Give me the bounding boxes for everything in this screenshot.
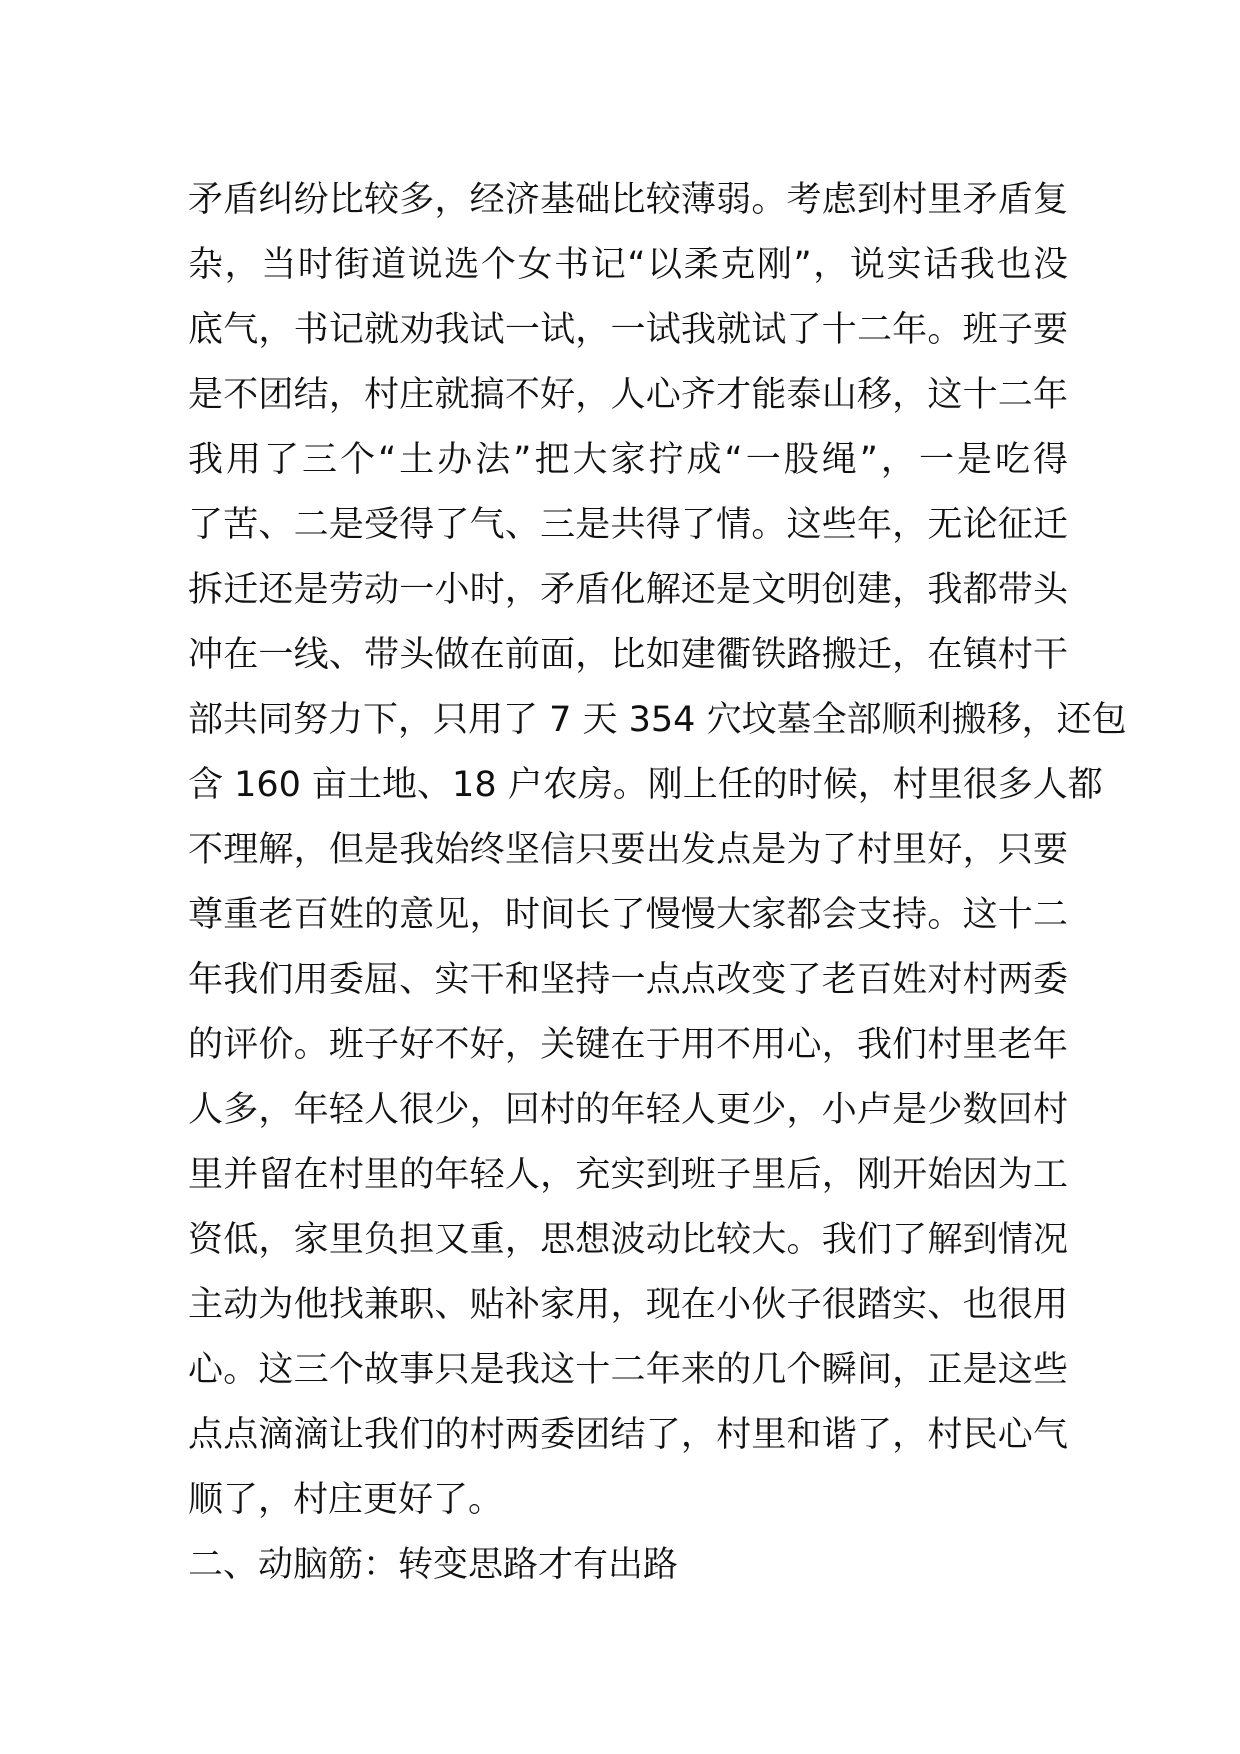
paragraph-line-8: 冲在一线、带头做在前面，比如建衢铁路搬迁，在镇村干 [188, 635, 1068, 675]
paragraph-line-10: 含 160 亩土地、18 户农房。刚上任的时候，村里很多人都 [188, 765, 1103, 805]
paragraph-line-18: 主动为他找兼职、贴补家用，现在小伙子很踏实、也很用 [188, 1285, 1068, 1325]
paragraph-line-7: 拆迁还是劳动一小时，矛盾化解还是文明创建，我都带头 [188, 570, 1068, 610]
paragraph-line-11: 不理解，但是我始终坚信只要出发点是为了村里好，只要 [188, 830, 1068, 870]
paragraph-line-1: 矛盾纠纷比较多，经济基础比较薄弱。考虑到村里矛盾复 [188, 180, 1068, 220]
paragraph-line-5: 我用了三个“土办法”把大家拧成“一股绳”，一是吃得 [188, 440, 1068, 480]
body-text [188, 168, 1127, 1598]
paragraph-line-2: 杂，当时街道说选个女书记“以柔克刚”，说实话我也没 [188, 245, 1068, 285]
paragraph-line-12: 尊重老百姓的意见，时间长了慢慢大家都会支持。这十二 [188, 895, 1068, 935]
paragraph-line-13: 年我们用委屈、实干和坚持一点点改变了老百姓对村两委 [188, 960, 1068, 1000]
paragraph-line-20: 点点滴滴让我们的村两委团结了，村里和谐了，村民心气 [188, 1415, 1068, 1455]
paragraph-line-6: 了苦、二是受得了气、三是共得了情。这些年，无论征迁 [188, 505, 1068, 545]
section-heading: 二、动脑筋：转变思路才有出路 [188, 1545, 679, 1585]
paragraph-line-4: 是不团结，村庄就搞不好，人心齐才能泰山移，这十二年 [188, 375, 1068, 415]
paragraph-line-9: 部共同努力下，只用了 7 天 354 穴坟墓全部顺利搬移，还包 [188, 700, 1127, 740]
paragraph-line-14: 的评价。班子好不好，关键在于用不用心，我们村里老年 [188, 1025, 1068, 1065]
paragraph-line-3: 底气，书记就劝我试一试，一试我就试了十二年。班子要 [188, 310, 1068, 350]
paragraph-line-21: 顺了，村庄更好了。 [188, 1480, 504, 1520]
paragraph-line-17: 资低，家里负担又重，思想波动比较大。我们了解到情况 [188, 1220, 1068, 1260]
paragraph-line-15: 人多，年轻人很少，回村的年轻人更少，小卢是少数回村 [188, 1090, 1068, 1130]
paragraph-line-19: 心。这三个故事只是我这十二年来的几个瞬间，正是这些 [188, 1350, 1068, 1390]
paragraph-line-16: 里并留在村里的年轻人，充实到班子里后，刚开始因为工 [188, 1155, 1068, 1195]
